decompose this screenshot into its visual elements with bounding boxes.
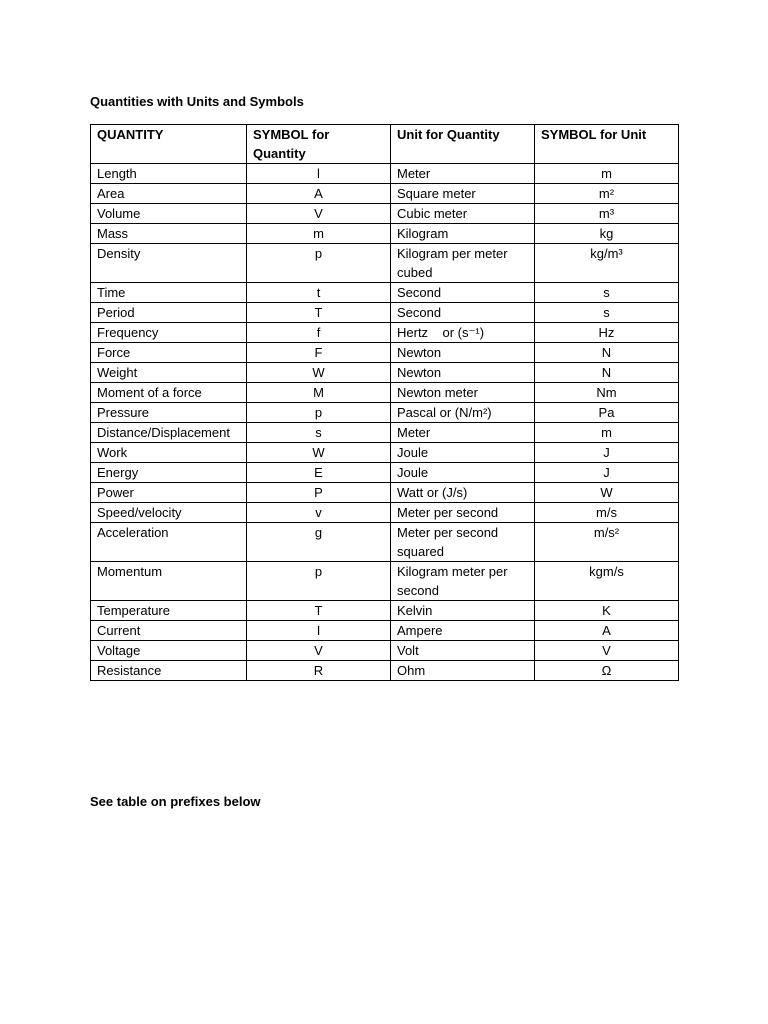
table-row bbox=[91, 303, 679, 323]
table-row bbox=[91, 483, 679, 503]
cell-unit-symbol: kg bbox=[535, 224, 679, 244]
cell-symbol: P bbox=[247, 483, 391, 503]
cell-quantity: Resistance bbox=[91, 661, 247, 681]
table-row bbox=[91, 423, 679, 443]
table-row bbox=[91, 661, 679, 681]
cell-symbol: s bbox=[247, 423, 391, 443]
cell-unit-symbol: Pa bbox=[535, 403, 679, 423]
table-row bbox=[91, 523, 679, 562]
table-body bbox=[91, 164, 679, 681]
cell-quantity: Power bbox=[91, 483, 247, 503]
cell-symbol: v bbox=[247, 503, 391, 523]
cell-unit: Meter per second squared bbox=[391, 523, 535, 562]
table-row bbox=[91, 283, 679, 303]
cell-symbol: E bbox=[247, 463, 391, 483]
table-row bbox=[91, 443, 679, 463]
table-row bbox=[91, 363, 679, 383]
cell-unit: Kilogram meter per second bbox=[391, 562, 535, 601]
units-table bbox=[90, 124, 679, 681]
cell-unit-symbol: J bbox=[535, 443, 679, 463]
document-title: Quantities with Units and Symbols bbox=[90, 94, 304, 109]
cell-unit: Kelvin bbox=[391, 601, 535, 621]
cell-unit-symbol: K bbox=[535, 601, 679, 621]
cell-unit: Volt bbox=[391, 641, 535, 661]
cell-quantity: Current bbox=[91, 621, 247, 641]
cell-unit: Hertz or (s⁻¹) bbox=[391, 323, 535, 343]
cell-quantity: Area bbox=[91, 184, 247, 204]
cell-quantity: Speed/velocity bbox=[91, 503, 247, 523]
cell-unit-symbol: kgm/s bbox=[535, 562, 679, 601]
cell-unit: Newton bbox=[391, 363, 535, 383]
cell-symbol: T bbox=[247, 601, 391, 621]
cell-unit-symbol: Nm bbox=[535, 383, 679, 403]
table-row bbox=[91, 463, 679, 483]
cell-symbol: W bbox=[247, 363, 391, 383]
cell-unit-symbol: V bbox=[535, 641, 679, 661]
cell-unit: Meter bbox=[391, 423, 535, 443]
cell-quantity: Pressure bbox=[91, 403, 247, 423]
table-row bbox=[91, 343, 679, 363]
cell-unit: Ohm bbox=[391, 661, 535, 681]
header-symbol-for-unit: SYMBOL for Unit bbox=[535, 125, 679, 164]
cell-unit: Cubic meter bbox=[391, 204, 535, 224]
cell-unit-symbol: kg/m³ bbox=[535, 244, 679, 283]
cell-quantity: Period bbox=[91, 303, 247, 323]
cell-unit-symbol: N bbox=[535, 363, 679, 383]
table-row bbox=[91, 184, 679, 204]
cell-unit-symbol: m³ bbox=[535, 204, 679, 224]
cell-symbol: t bbox=[247, 283, 391, 303]
cell-unit-symbol: m bbox=[535, 423, 679, 443]
table-row bbox=[91, 383, 679, 403]
cell-unit: Joule bbox=[391, 463, 535, 483]
cell-unit-symbol: s bbox=[535, 283, 679, 303]
cell-unit-symbol: W bbox=[535, 483, 679, 503]
cell-unit-symbol: s bbox=[535, 303, 679, 323]
cell-symbol: g bbox=[247, 523, 391, 562]
cell-quantity: Density bbox=[91, 244, 247, 283]
cell-symbol: l bbox=[247, 164, 391, 184]
header-quantity: QUANTITY bbox=[91, 125, 247, 164]
cell-unit: Square meter bbox=[391, 184, 535, 204]
cell-quantity: Acceleration bbox=[91, 523, 247, 562]
cell-quantity: Time bbox=[91, 283, 247, 303]
footer-note: See table on prefixes below bbox=[90, 794, 261, 809]
header-unit-for-quantity: Unit for Quantity bbox=[391, 125, 535, 164]
table-row bbox=[91, 224, 679, 244]
table-row bbox=[91, 204, 679, 224]
cell-quantity: Energy bbox=[91, 463, 247, 483]
cell-quantity: Work bbox=[91, 443, 247, 463]
table-row bbox=[91, 621, 679, 641]
cell-unit: Newton bbox=[391, 343, 535, 363]
cell-unit-symbol: A bbox=[535, 621, 679, 641]
cell-symbol: R bbox=[247, 661, 391, 681]
cell-unit-symbol: J bbox=[535, 463, 679, 483]
cell-unit: Watt or (J/s) bbox=[391, 483, 535, 503]
cell-quantity: Frequency bbox=[91, 323, 247, 343]
cell-symbol: f bbox=[247, 323, 391, 343]
cell-symbol: p bbox=[247, 244, 391, 283]
cell-symbol: I bbox=[247, 621, 391, 641]
cell-quantity: Force bbox=[91, 343, 247, 363]
table-row bbox=[91, 601, 679, 621]
cell-symbol: m bbox=[247, 224, 391, 244]
cell-symbol: A bbox=[247, 184, 391, 204]
cell-quantity: Moment of a force bbox=[91, 383, 247, 403]
table-row bbox=[91, 641, 679, 661]
cell-quantity: Length bbox=[91, 164, 247, 184]
cell-unit-symbol: N bbox=[535, 343, 679, 363]
cell-quantity: Weight bbox=[91, 363, 247, 383]
cell-unit: Kilogram bbox=[391, 224, 535, 244]
cell-symbol: F bbox=[247, 343, 391, 363]
cell-unit: Meter per second bbox=[391, 503, 535, 523]
cell-quantity: Distance/Displacement bbox=[91, 423, 247, 443]
cell-quantity: Mass bbox=[91, 224, 247, 244]
cell-symbol: M bbox=[247, 383, 391, 403]
cell-unit: Pascal or (N/m²) bbox=[391, 403, 535, 423]
header-symbol-for-quantity: SYMBOL for Quantity bbox=[247, 125, 391, 164]
cell-symbol: T bbox=[247, 303, 391, 323]
table-row bbox=[91, 403, 679, 423]
cell-unit-symbol: m/s² bbox=[535, 523, 679, 562]
cell-unit-symbol: m² bbox=[535, 184, 679, 204]
cell-symbol: V bbox=[247, 641, 391, 661]
cell-unit: Meter bbox=[391, 164, 535, 184]
cell-unit: Joule bbox=[391, 443, 535, 463]
cell-unit-symbol: Hz bbox=[535, 323, 679, 343]
cell-unit-symbol: m bbox=[535, 164, 679, 184]
cell-unit-symbol: Ω bbox=[535, 661, 679, 681]
table-row bbox=[91, 323, 679, 343]
table-row bbox=[91, 562, 679, 601]
table-row bbox=[91, 164, 679, 184]
cell-unit: Second bbox=[391, 283, 535, 303]
cell-unit: Kilogram per meter cubed bbox=[391, 244, 535, 283]
cell-quantity: Momentum bbox=[91, 562, 247, 601]
cell-unit-symbol: m/s bbox=[535, 503, 679, 523]
cell-symbol: p bbox=[247, 562, 391, 601]
cell-unit: Second bbox=[391, 303, 535, 323]
cell-quantity: Temperature bbox=[91, 601, 247, 621]
cell-quantity: Volume bbox=[91, 204, 247, 224]
table-row bbox=[91, 503, 679, 523]
cell-unit: Newton meter bbox=[391, 383, 535, 403]
cell-symbol: W bbox=[247, 443, 391, 463]
table-row bbox=[91, 244, 679, 283]
cell-symbol: V bbox=[247, 204, 391, 224]
table-header-row bbox=[91, 125, 679, 164]
cell-unit: Ampere bbox=[391, 621, 535, 641]
cell-quantity: Voltage bbox=[91, 641, 247, 661]
cell-symbol: p bbox=[247, 403, 391, 423]
